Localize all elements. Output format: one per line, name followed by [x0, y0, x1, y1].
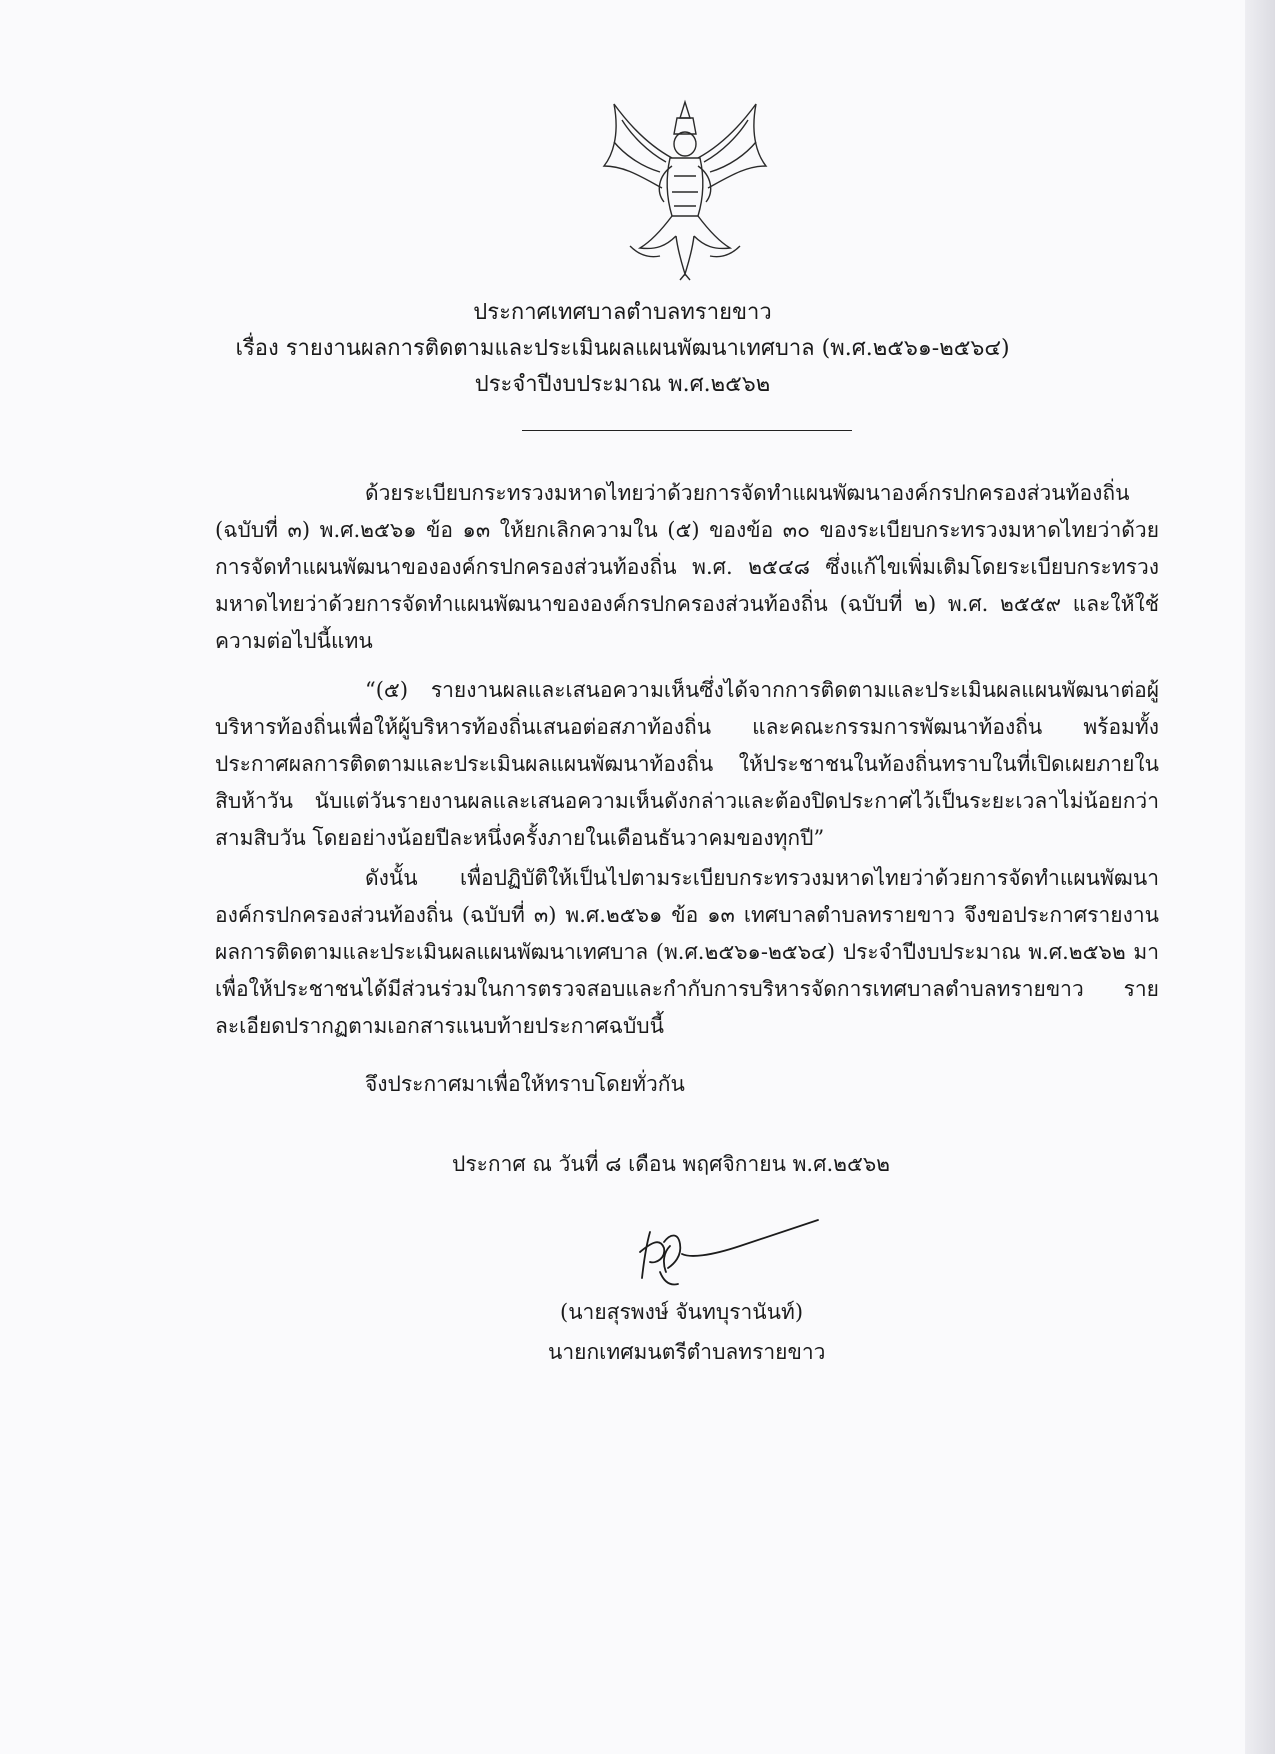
signatory-position: นายกเทศมนตรีตำบลทรายขาว	[548, 1340, 826, 1364]
garuda-emblem-icon	[600, 96, 770, 281]
handwritten-signature	[630, 1212, 830, 1292]
announcement-title: ประกาศเทศบาลตำบลทรายขาว	[473, 300, 772, 325]
scan-edge-shadow	[1245, 0, 1275, 1754]
header-divider	[522, 430, 852, 431]
body-paragraph-2-quote: “(๕) รายงานผลและเสนอความเห็นซึ่งได้จากการติดตามและประเมินผลแผนพัฒนาต่อผู้บริหารท้องถิ่นเพื่อให้ผู้บริหารท้องถิ่นเสนอต่อสภาท้องถิ่น และคณะกรรมการพัฒนาท้องถิ่น พร้อมทั้งประกาศผลการติดตามและประเมินผลแผนพัฒนาท้องถิ่น ให้ประชาชนในท้องถิ่นทราบในที่เปิดเผยภายในสิบห้าวัน นับแต่วันรายงานผลและเสนอความเห็นดังกล่าวและต้องปิดประกาศไว้เป็นระยะเวลาไม่น้อยกว่าสามสิบวัน โดยอย่างน้อยปีละหนึ่งครั้งภายในเดือนธันวาคมของทุกปี”	[215, 678, 1159, 850]
announcement-date: ประกาศ ณ วันที่ ๘ เดือน พฤศจิกายน พ.ศ.๒๕๖๒	[452, 1152, 891, 1176]
closing-line: จึงประกาศมาเพื่อให้ทราบโดยทั่วกัน	[365, 1072, 685, 1096]
announcement-fiscal-year: ประจำปีงบประมาณ พ.ศ.๒๕๖๒	[474, 372, 771, 397]
announcement-subject: เรื่อง รายงานผลการติดตามและประเมินผลแผนพัฒนาเทศบาล (พ.ศ.๒๕๖๑-๒๕๖๔)	[235, 336, 1010, 361]
body-paragraph-1: ด้วยระเบียบกระทรวงมหาดไทยว่าด้วยการจัดทำแผนพัฒนาองค์กรปกครองส่วนท้องถิ่น (ฉบับที่ ๓) พ.ศ.๒๕๖๑ ข้อ ๑๓ ให้ยกเลิกความใน (๕) ของข้อ ๓๐ ของระเบียบกระทรวงมหาดไทยว่าด้วยการจัดทำแผนพัฒนาขององค์กรปกครองส่วนท้องถิ่น พ.ศ. ๒๕๔๘ ซึ่งแก้ไขเพิ่มเติมโดยระเบียบกระทรวงมหาดไทยว่าด้วยการจัดทำแผนพัฒนาขององค์กรปกครองส่วนท้องถิ่น (ฉบับที่ ๒) พ.ศ. ๒๕๕๙ และให้ใช้ความต่อไปนี้แทน	[215, 481, 1159, 653]
body-paragraph-3: ดังนั้น เพื่อปฏิบัติให้เป็นไปตามระเบียบกระทรวงมหาดไทยว่าด้วยการจัดทำแผนพัฒนาองค์กรปกครองส่วนท้องถิ่น (ฉบับที่ ๓) พ.ศ.๒๕๖๑ ข้อ ๑๓ เทศบาลตำบลทรายขาว จึงขอประกาศรายงานผลการติดตามและประเมินผลแผนพัฒนาเทศบาล (พ.ศ.๒๕๖๑-๒๕๖๔) ประจำปีงบประมาณ พ.ศ.๒๕๖๒ มาเพื่อให้ประชาชนได้มีส่วนร่วมในการตรวจสอบและกำกับการบริหารจัดการเทศบาลตำบลทรายขาว รายละเอียดปรากฏตามเอกสารแนบท้ายประกาศฉบับนี้	[215, 866, 1159, 1038]
signatory-name: (นายสุรพงษ์ จันทบุรานันท์)	[560, 1300, 804, 1324]
